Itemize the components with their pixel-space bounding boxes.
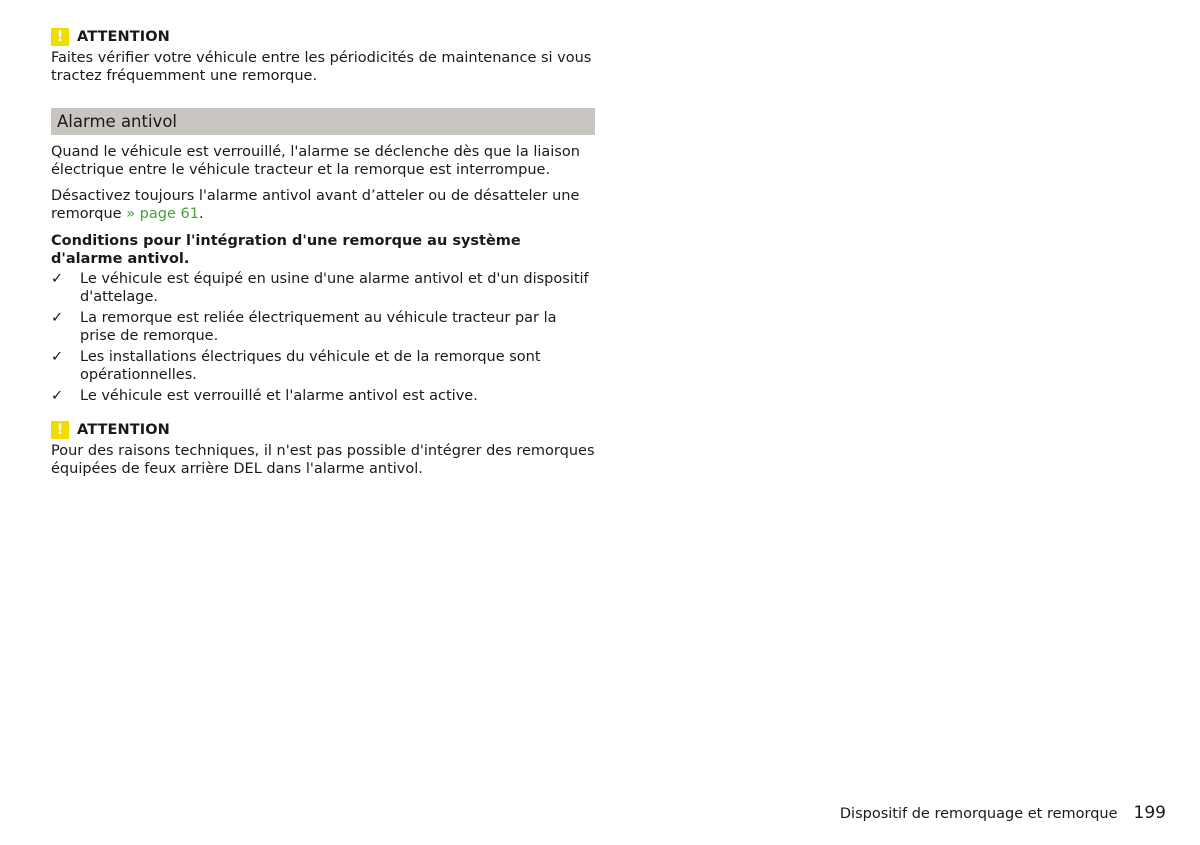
- attention-text: Faites vérifier votre véhicule entre les périodicités de maintenance si vous tractez fréquemment une remorque.: [51, 50, 592, 84]
- page-footer: [840, 803, 1166, 823]
- paragraph-alarm-trigger: Quand le véhicule est verrouillé, l'alarme se déclenche dès que la liaison électrique entre le véhicule tracteur et la remorque est interrompue.: [51, 144, 580, 178]
- main-column: [51, 26, 595, 478]
- list-item: [51, 387, 595, 405]
- attention-header: [51, 26, 595, 48]
- list-item: [51, 270, 595, 306]
- conditions-checklist: [51, 270, 595, 405]
- page-reference-link[interactable]: » page 61: [126, 206, 199, 222]
- paragraph-disable-alarm-text: Désactivez toujours l'alarme antivol avant d’atteler ou de désatteler une remorque: [51, 188, 580, 222]
- attention-box-maintenance: [51, 26, 595, 85]
- list-item-text: Le véhicule est équipé en usine d'une alarme antivol et d'un dispositif d'attelage.: [80, 271, 589, 305]
- warning-icon: [51, 28, 69, 46]
- paragraph-disable-alarm: [51, 187, 595, 223]
- attention-header: [51, 419, 595, 441]
- list-item-text: Les installations électriques du véhicule et de la remorque sont opérationnelles.: [80, 349, 541, 383]
- check-icon: ✓: [51, 271, 64, 287]
- check-icon: ✓: [51, 310, 64, 326]
- paragraph-end-punctuation: .: [198, 206, 204, 222]
- list-item: [51, 348, 595, 384]
- section-heading: Alarme antivol: [51, 108, 595, 135]
- page-number: 199: [1133, 803, 1166, 823]
- attention-title: ATTENTION: [77, 422, 170, 438]
- warning-icon: [51, 421, 69, 439]
- attention-title: ATTENTION: [77, 29, 170, 45]
- attention-box-led: [51, 419, 595, 478]
- list-item: [51, 309, 595, 345]
- check-icon: ✓: [51, 388, 64, 404]
- conditions-title: Conditions pour l'intégration d'une remorque au système d'alarme antivol.: [51, 233, 521, 267]
- list-item-text: La remorque est reliée électriquement au véhicule tracteur par la prise de remorque.: [80, 310, 557, 344]
- list-item-text: Le véhicule est verrouillé et l'alarme antivol est active.: [80, 388, 478, 404]
- check-icon: ✓: [51, 349, 64, 365]
- attention-text: Pour des raisons techniques, il n'est pas possible d'intégrer des remorques équipées de feux arrière DEL dans l'alarme antivol.: [51, 443, 595, 477]
- footer-chapter-title: Dispositif de remorquage et remorque: [839, 806, 1118, 822]
